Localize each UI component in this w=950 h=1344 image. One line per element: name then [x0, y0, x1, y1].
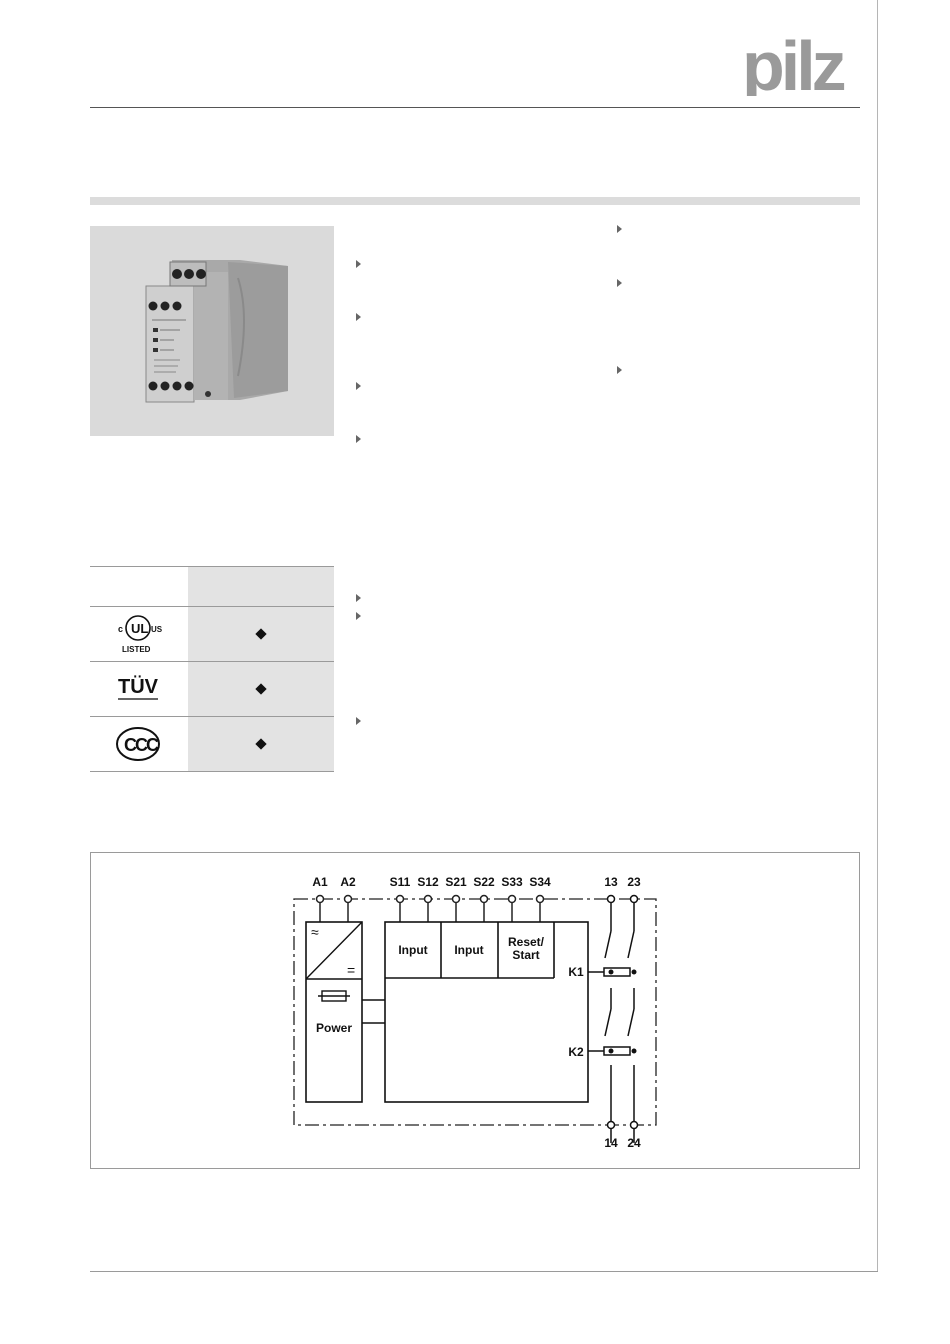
feature-bullet	[356, 260, 361, 268]
table-rule	[90, 606, 334, 607]
terminal-label: A2	[340, 875, 356, 889]
feature-bullet	[356, 612, 361, 620]
table-rule	[90, 716, 334, 717]
wiring-diagram-svg	[91, 853, 859, 1168]
page-margin-rule	[877, 0, 878, 1272]
relay-label: K2	[568, 1045, 584, 1059]
table-rule	[90, 566, 334, 567]
feature-bullet	[356, 382, 361, 390]
footer-divider	[90, 1271, 878, 1272]
terminal-label: S34	[529, 875, 551, 889]
table-row	[90, 718, 186, 770]
dc-symbol: =	[347, 962, 356, 978]
terminal-label: S33	[501, 875, 523, 889]
table-row	[90, 608, 186, 660]
tuv-icon	[108, 669, 168, 709]
pilz-logo	[742, 30, 862, 96]
ccc-icon	[113, 724, 163, 764]
feature-bullet	[356, 435, 361, 443]
power-block	[306, 922, 362, 1102]
product-photo	[90, 226, 334, 436]
terminal-label: A1	[312, 875, 328, 889]
table-rule	[90, 771, 334, 772]
terminal-label: S21	[445, 875, 467, 889]
relay-label: K1	[568, 965, 584, 979]
ul-listed-icon	[108, 612, 168, 656]
table-rule	[90, 661, 334, 662]
svg-text:UL: UL	[131, 621, 149, 636]
terminal-label: S22	[473, 875, 495, 889]
approvals-table	[90, 566, 334, 772]
terminal-label: 23	[627, 875, 641, 889]
svg-text:TÜV: TÜV	[118, 676, 158, 698]
feature-bullet	[356, 313, 361, 321]
reset-label: Reset/	[507, 935, 545, 949]
svg-text:c: c	[118, 624, 124, 634]
table-row	[90, 663, 186, 715]
start-label: Start	[512, 948, 540, 962]
terminal-label: 13	[604, 875, 618, 889]
pilz-logo-text: pilz	[742, 30, 843, 96]
header-divider	[90, 107, 860, 108]
feature-bullet	[617, 366, 622, 374]
svg-text:US: US	[151, 625, 163, 634]
terminal-label: S12	[417, 875, 439, 889]
ac-symbol: ≈	[311, 924, 319, 940]
terminal-label: 24	[627, 1136, 641, 1150]
svg-text:CCC: CCC	[124, 735, 157, 755]
terminal-label: S11	[389, 875, 411, 889]
relay-device-image	[90, 226, 334, 436]
terminal-label: 14	[604, 1136, 618, 1150]
input-label: Input	[398, 943, 428, 957]
feature-bullet	[617, 279, 622, 287]
feature-bullet	[617, 225, 622, 233]
power-label: Power	[315, 1021, 353, 1035]
feature-bullet	[356, 717, 361, 725]
feature-bullet	[356, 594, 361, 602]
block-diagram	[90, 852, 860, 1169]
svg-text:LISTED: LISTED	[122, 645, 151, 654]
section-band	[90, 197, 860, 205]
input-label: Input	[454, 943, 484, 957]
